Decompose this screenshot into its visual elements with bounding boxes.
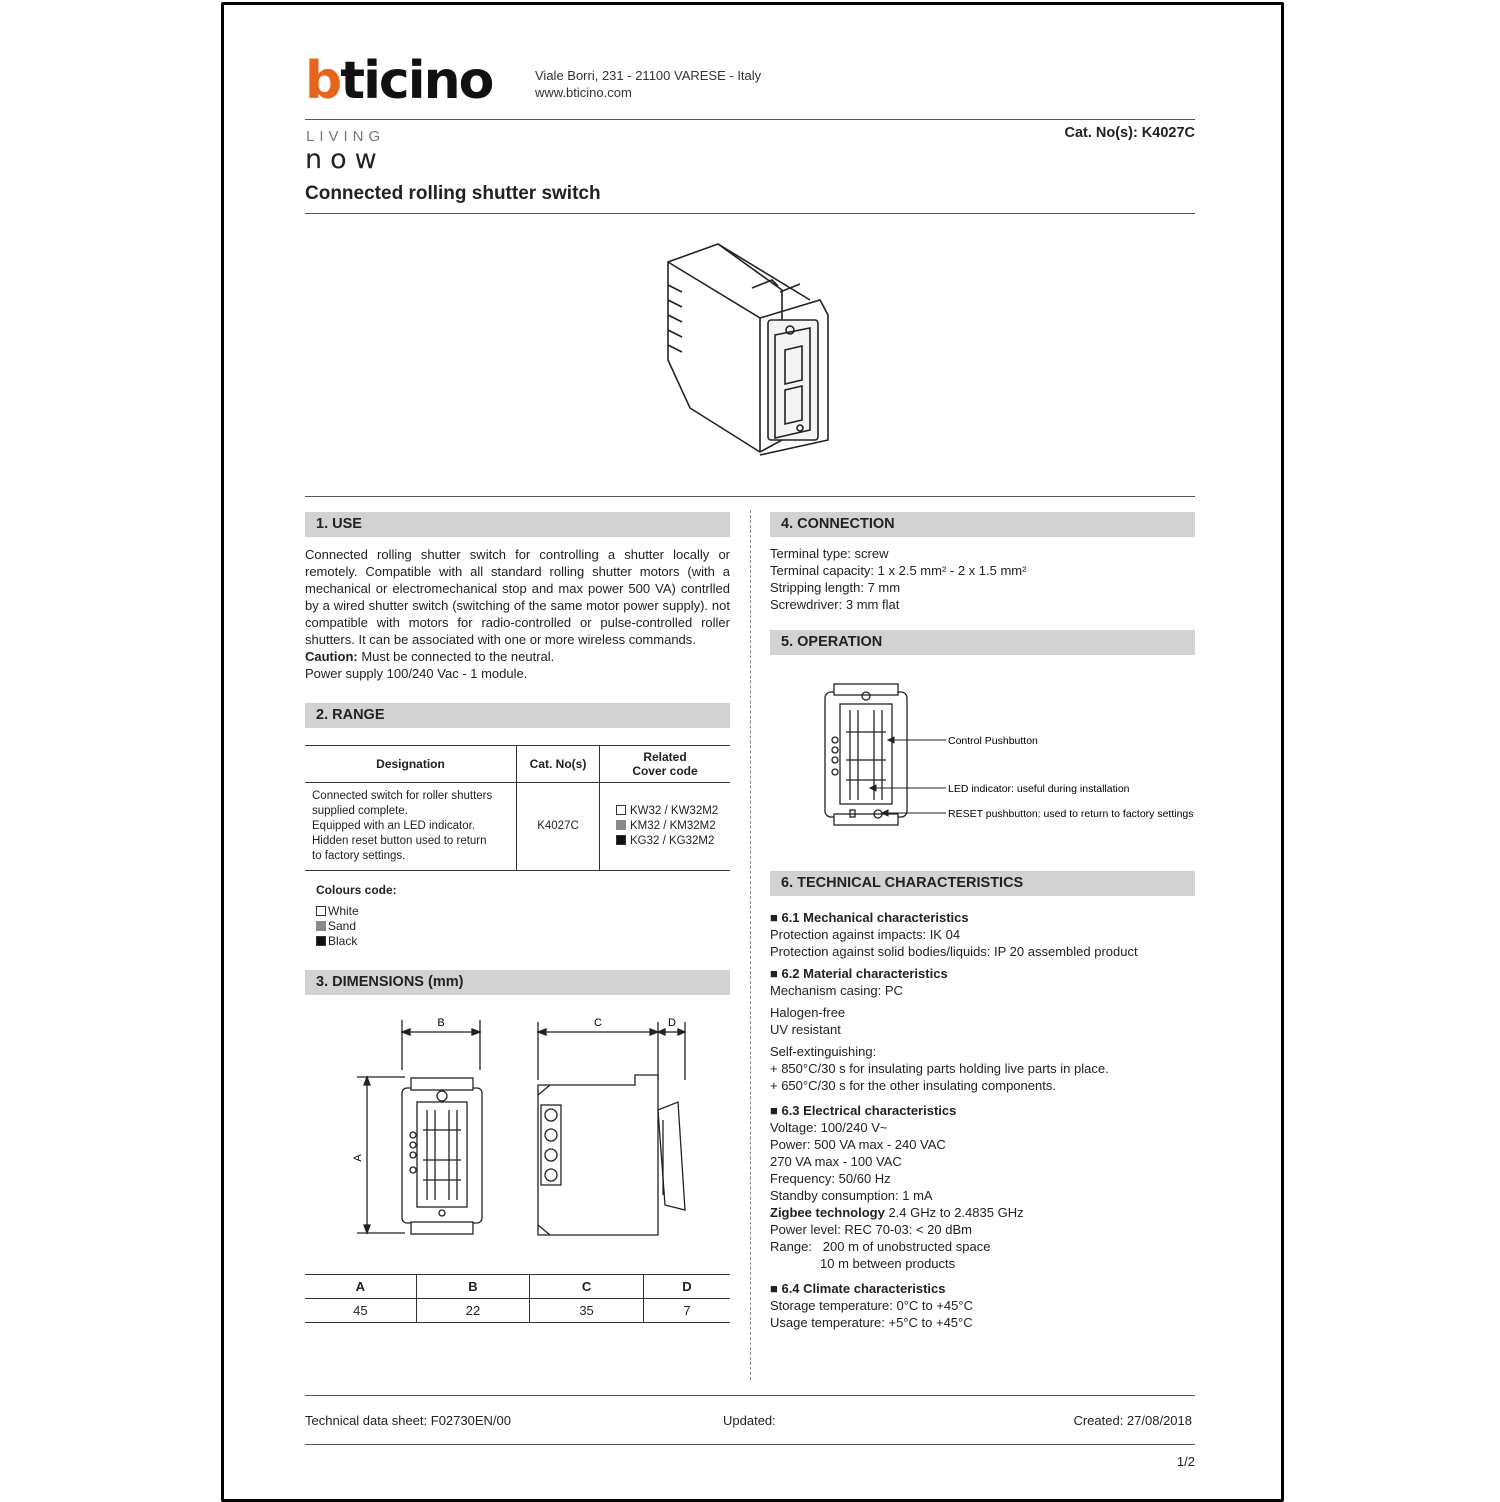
black-swatch-icon (616, 835, 626, 845)
colour-item: White (316, 904, 397, 919)
dimensions-drawing (345, 1010, 705, 1245)
column-header-related: Related Cover code (600, 746, 731, 783)
column-header-designation: Designation (305, 746, 517, 783)
caution-text: Caution: Must be connected to the neutral. (305, 649, 555, 664)
column-header-d: D (643, 1275, 730, 1299)
column-header-c: C (530, 1275, 644, 1299)
section-heading-dimensions: 3. DIMENSIONS (mm) (305, 970, 730, 995)
spec-line: Power level: REC 70-03: < 20 dBm (770, 1222, 972, 1237)
black-swatch-icon (316, 936, 326, 946)
column-header-b: B (416, 1275, 530, 1299)
colour-item: Black (316, 934, 397, 949)
footer-updated: Updated: (723, 1413, 776, 1428)
section-heading-technical: 6. TECHNICAL CHARACTERISTICS (770, 871, 1195, 896)
section-heading-connection: 4. CONNECTION (770, 512, 1195, 537)
white-swatch-icon (616, 805, 626, 815)
product-image (660, 240, 840, 470)
connection-section (770, 545, 1195, 613)
footer-top-divider (305, 1395, 1195, 1396)
designation-cell: Connected switch for roller shutters supplied complete. Equipped with an LED indicator. Hidden reset button used to return to factory settings. (305, 783, 517, 871)
terminal-type: Terminal type: screw (770, 546, 889, 561)
use-description: Connected rolling shutter switch for controlling a shutter locally or remotely. Compatible with all standard rolling shutter motors (with a mechanical or electromechanical stop and max power 500 VA) contrlled by a wired shutter switch (switching of the same motor power supply). not compatible with motors for radio-controlled or pulse-controlled roller shutters. It can be associated with one or more wireless commands. (305, 547, 730, 647)
section-heading-operation: 5. OPERATION (770, 630, 1195, 655)
spec-line: Protection against solid bodies/liquids: IP 20 assembled product (770, 944, 1138, 959)
catno-cell: K4027C (517, 783, 600, 871)
series-logo-living: LIVING (306, 128, 386, 145)
white-swatch-icon (316, 906, 326, 916)
spec-line: Zigbee technology 2.4 GHz to 2.4835 GHz (770, 1205, 1024, 1220)
section-heading-use: 1. USE (305, 512, 730, 537)
spec-line: 10 m between products (820, 1256, 956, 1271)
spec-line: + 650°C/30 s for the other insulating components. (770, 1078, 1056, 1093)
operation-diagram (820, 680, 1194, 830)
dimensions-table (305, 1274, 730, 1323)
value-c: 35 (530, 1299, 644, 1323)
series-logo-now: now (305, 144, 385, 175)
company-address (535, 67, 761, 101)
use-section (305, 546, 730, 682)
subheading-electrical: ■ 6.3 Electrical characteristics (770, 1103, 957, 1118)
spec-line: Usage temperature: +5°C to +45°C (770, 1315, 973, 1330)
section-heading-range: 2. RANGE (305, 703, 730, 728)
value-a: 45 (305, 1299, 416, 1323)
spec-line: Frequency: 50/60 Hz (770, 1171, 891, 1186)
table-row (305, 1299, 730, 1323)
table-row (305, 783, 730, 871)
spec-line: UV resistant (770, 1022, 841, 1037)
spec-line: Voltage: 100/240 V~ (770, 1120, 888, 1135)
image-divider (305, 496, 1195, 497)
stripping-length: Stripping length: 7 mm (770, 580, 901, 595)
page-number: 1/2 (1176, 1454, 1195, 1469)
column-divider (750, 510, 751, 1380)
page-title: Connected rolling shutter switch (305, 183, 601, 204)
range-table (305, 745, 730, 871)
table-header-row (305, 746, 730, 783)
table-header-row (305, 1275, 730, 1299)
colour-item: Sand (316, 919, 397, 934)
spec-line: + 850°C/30 s for insulating parts holding live parts in place. (770, 1061, 1109, 1076)
spec-line: Halogen-free (770, 1005, 846, 1020)
dimension-label-c: C (594, 1017, 602, 1029)
column-header-a: A (305, 1275, 416, 1299)
colours-title: Colours code: (316, 883, 397, 897)
footer-bottom-divider (305, 1444, 1195, 1445)
dimension-label-b: B (437, 1017, 445, 1029)
title-divider (305, 213, 1195, 214)
dimension-label-d: D (668, 1017, 676, 1029)
value-d: 7 (643, 1299, 730, 1323)
spec-line: 270 VA max - 100 VAC (770, 1154, 902, 1169)
spec-line: Range: 200 m of unobstructed space (770, 1239, 991, 1254)
power-supply-text: Power supply 100/240 Vac - 1 module. (305, 666, 528, 681)
header-divider (305, 119, 1195, 120)
spec-line: Standby consumption: 1 mA (770, 1188, 933, 1203)
dimension-label-a: A (352, 1154, 364, 1162)
spec-line: Power: 500 VA max - 240 VAC (770, 1137, 946, 1152)
technical-section (770, 909, 1195, 1331)
column-header-catno: Cat. No(s) (517, 746, 600, 783)
cover-code-item: KW32 / KW32M2 (616, 804, 723, 819)
sand-swatch-icon (616, 820, 626, 830)
footer-created: Created: 27/08/2018 (1073, 1413, 1192, 1428)
colours-legend (316, 883, 397, 949)
catalog-number: Cat. No(s): K4027C (1064, 125, 1195, 141)
spec-line: Storage temperature: 0°C to +45°C (770, 1298, 973, 1313)
spec-line: Mechanism casing: PC (770, 983, 903, 998)
terminal-capacity: Terminal capacity: 1 x 2.5 mm² - 2 x 1.5 mm² (770, 563, 1027, 578)
cover-codes-cell (600, 783, 731, 871)
callout-led-indicator: LED indicator: useful during installation (948, 783, 1130, 795)
callout-reset-pushbutton: RESET pushbutton: used to return to factory settings (948, 808, 1194, 820)
sand-swatch-icon (316, 921, 326, 931)
spec-line: Protection against impacts: IK 04 (770, 927, 961, 942)
callout-control-pushbutton: Control Pushbutton (948, 735, 1038, 747)
footer-sheet-id: Technical data sheet: F02730EN/00 (305, 1413, 511, 1428)
address-line: Viale Borri, 231 - 21100 VARESE - Italy (535, 68, 762, 83)
cover-code-item: KM32 / KM32M2 (616, 819, 723, 834)
value-b: 22 (416, 1299, 530, 1323)
screwdriver: Screwdriver: 3 mm flat (770, 597, 900, 612)
bticino-logo: bticino (305, 51, 493, 111)
website-link[interactable]: www.bticino.com (535, 85, 632, 100)
spec-line: Self-extinguishing: (770, 1044, 877, 1059)
cover-code-item: KG32 / KG32M2 (616, 834, 723, 849)
subheading-mechanical: ■ 6.1 Mechanical characteristics (770, 910, 969, 925)
subheading-climate: ■ 6.4 Climate characteristics (770, 1281, 946, 1296)
subheading-material: ■ 6.2 Material characteristics (770, 966, 948, 981)
